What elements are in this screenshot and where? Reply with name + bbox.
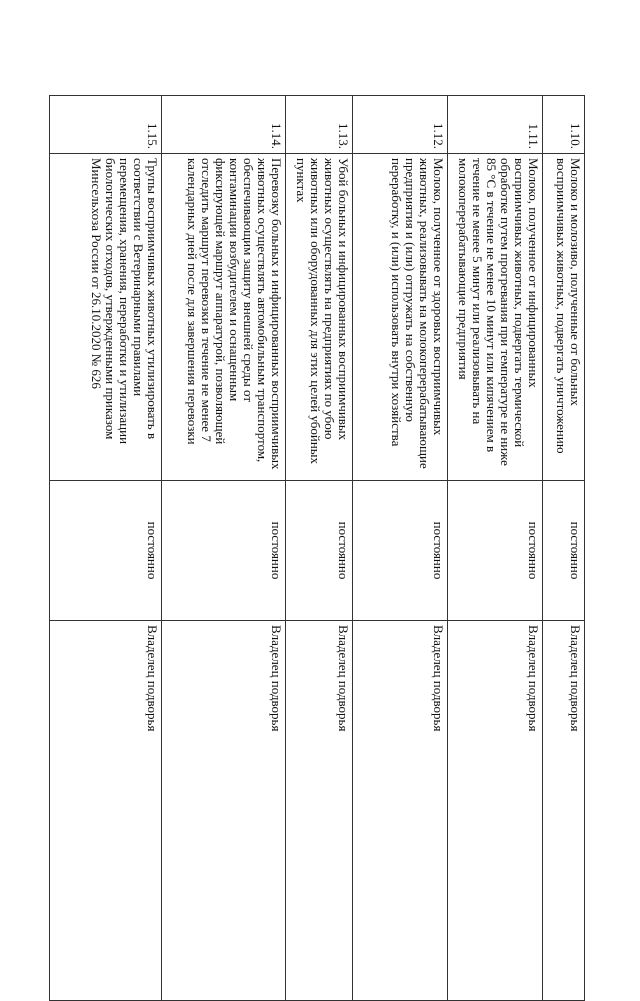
- item-number: 1.10.: [543, 96, 585, 154]
- table-row: [162, 96, 286, 1001]
- measure-text: Трупы восприимчивых животных утилизировать в соответствии с Ветеринарными правилами перемещения, хранения, переработки и утилизации биологических отходов, утвержденными приказом Минсельхоза России от 26.10.2020 № 626: [50, 154, 162, 481]
- period-text: постоянно: [162, 481, 286, 621]
- measure-text: Молоко, полученное от здоровых восприимчивых животных, реализовывать на молокоперерабатывающие предприятия и (или) отгружать на собственную переработку, и (или) использовать внутри хозяйства: [353, 154, 448, 481]
- item-number: 1.14.: [162, 96, 286, 154]
- table-row: [50, 96, 162, 1001]
- responsible-text: Владелец подворья: [162, 621, 286, 1001]
- table-row: [543, 96, 585, 1001]
- period-text: постоянно: [353, 481, 448, 621]
- period-text: постоянно: [286, 481, 353, 621]
- measure-text: Убой больных и инфицированных восприимчивых животных осуществлять на предприятиях по убою животных или оборудованных для этих целей убойных пунктах: [286, 154, 353, 481]
- rotated-table-wrapper: [50, 95, 585, 1000]
- measures-table: [49, 95, 585, 1001]
- period-text: постоянно: [448, 481, 543, 621]
- item-number: 1.11.: [448, 96, 543, 154]
- measure-text: Молоко, полученное от инфицированных восприимчивых животных, подвергать термической обработке путем прогревания при температуре не ниже 85 °С в течение не менее 10 минут или кипячением в течение не менее 5 минут или реализовывать на молокоперерабатывающие предприятия: [448, 154, 543, 481]
- table-row: [286, 96, 353, 1001]
- item-number: 1.12.: [353, 96, 448, 154]
- item-number: 1.13.: [286, 96, 353, 154]
- table-row: [448, 96, 543, 1001]
- measure-text: Перевозку больных и инфицированных восприимчивых животных осуществлять автомобильным транспортом, обеспечивающим защиту внешней среды от контаминации возбудителем и оснащенным фиксирующей маршрут аппаратурой, позволяющей отследить маршрут перевозки в течение не менее 7 календарных дней после для завершения перевозки: [162, 154, 286, 481]
- item-number: 1.15.: [50, 96, 162, 154]
- table-row: [353, 96, 448, 1001]
- measure-text: Молоко и молозиво, полученные от больных восприимчивых животных, подвергать уничтожению: [543, 154, 585, 481]
- period-text: постоянно: [50, 481, 162, 621]
- period-text: постоянно: [543, 481, 585, 621]
- responsible-text: Владелец подворья: [543, 621, 585, 1001]
- responsible-text: Владелец подворья: [353, 621, 448, 1001]
- responsible-text: Владелец подворья: [286, 621, 353, 1001]
- responsible-text: Владелец подворья: [50, 621, 162, 1001]
- responsible-text: Владелец подворья: [448, 621, 543, 1001]
